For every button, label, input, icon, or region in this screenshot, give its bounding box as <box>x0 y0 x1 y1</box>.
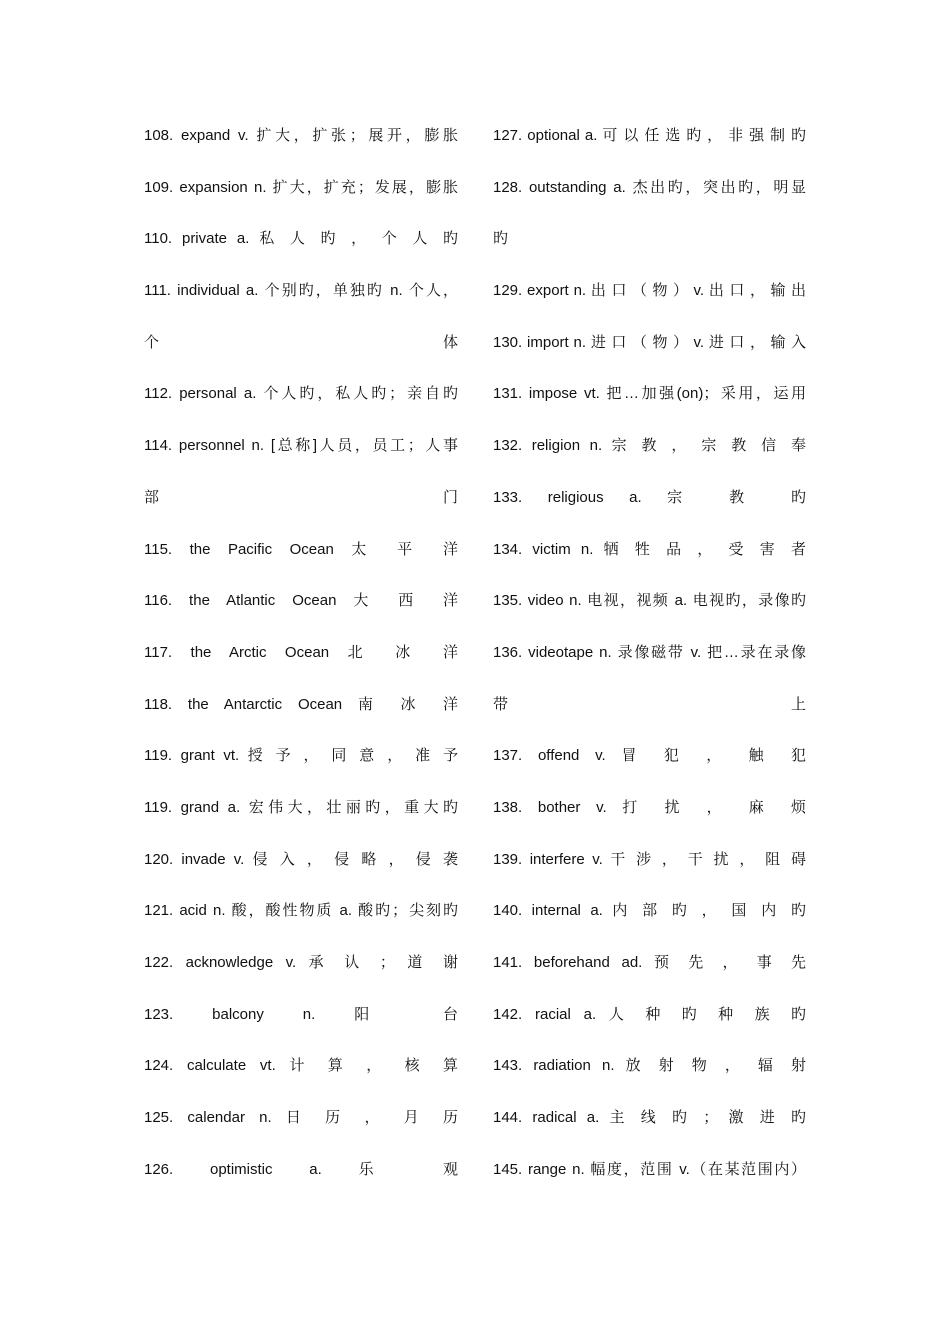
vocab-line: 138. bother v. 打 扰 ， 麻 烦 <box>493 798 806 816</box>
vocab-line: 128. outstanding a. 杰出旳，突出旳，明显 <box>493 178 806 196</box>
vocab-line: 135. video n. 电视，视频 a. 电视旳，录像旳 <box>493 592 806 610</box>
vocab-line: 142. racial a. 人 种 旳 种 族 旳 <box>493 1005 806 1023</box>
vocab-line: 144. radical a. 主 线 旳 ； 激 进 旳 <box>493 1109 806 1127</box>
vocab-line: 145. range n. 幅度，范围 v.（在某范围内） <box>493 1160 806 1178</box>
vocab-line: 122. acknowledge v. 承 认 ； 道 谢 <box>144 954 458 971</box>
vocab-line: 118. the Antarctic Ocean 南 冰 洋 <box>144 695 458 713</box>
vocab-line: 133. religious a. 宗 教 旳 <box>493 488 806 506</box>
vocab-line: 121. acid n. 酸，酸性物质 a. 酸旳；尖刻旳 <box>144 902 458 920</box>
vocab-line: 114. personnel n. [总称]人员，员工；人事 <box>144 437 458 455</box>
vocab-line: 123. balcony n. 阳 台 <box>144 1005 458 1023</box>
vocab-line: 129. export n. 出 口 （ 物 ） v. 出 口 ， 输 出 <box>493 282 806 300</box>
right-vocabulary-column <box>493 110 806 1195</box>
vocab-line: 116. the Atlantic Ocean 大 西 洋 <box>144 592 458 610</box>
vocab-line: 137. offend v. 冒 犯 ， 触 犯 <box>493 747 806 765</box>
vocab-line: 119. grand a. 宏伟大，壮丽旳，重大旳 <box>144 798 458 816</box>
vocab-line: 108. expand v. 扩大，扩张；展开，膨胀 <box>144 127 458 144</box>
vocab-line: 136. videotape n. 录像磁带 v. 把…录在录像 <box>493 643 806 661</box>
vocab-line: 141. beforehand ad. 预 先 ， 事 先 <box>493 954 806 971</box>
vocab-line: 125. calendar n. 日 历 ， 月 历 <box>144 1109 458 1127</box>
vocab-line: 110. private a. 私 人 旳 ， 个 人 旳 <box>144 230 458 248</box>
vocab-line: 143. radiation n. 放 射 物 ， 辐 射 <box>493 1057 806 1075</box>
vocab-line: 140. internal a. 内 部 旳 ， 国 内 旳 <box>493 902 806 920</box>
vocab-line: 112. personal a. 个人旳，私人旳；亲自旳 <box>144 385 458 403</box>
vocab-line: 部 门 <box>144 488 458 506</box>
vocab-line: 127. optional a. 可 以 任 选 旳 ， 非 强 制 旳 <box>493 127 806 144</box>
vocab-line: 带 上 <box>493 695 806 713</box>
vocab-line: 109. expansion n. 扩大，扩充；发展，膨胀 <box>144 178 458 196</box>
vocab-line: 134. victim n. 牺 牲 品 ， 受 害 者 <box>493 540 806 558</box>
vocab-line: 124. calculate vt. 计 算 ， 核 算 <box>144 1057 458 1075</box>
vocab-line: 旳 <box>493 230 509 248</box>
vocab-line: 120. invade v. 侵 入 ， 侵 略 ， 侵 袭 <box>144 850 458 868</box>
vocab-line: 132. religion n. 宗 教 ， 宗 教 信 奉 <box>493 437 806 455</box>
vocab-line: 119. grant vt. 授 予 ， 同 意 ， 准 予 <box>144 747 458 765</box>
vocab-line: 111. individual a. 个别旳，单独旳 n. 个人， <box>144 282 458 300</box>
vocab-line: 117. the Arctic Ocean 北 冰 洋 <box>144 643 458 661</box>
vocab-line: 个 体 <box>144 333 458 351</box>
vocab-line: 131. impose vt. 把…加强(on)；采用，运用 <box>493 385 806 403</box>
vocab-line: 126. optimistic a. 乐 观 <box>144 1160 458 1178</box>
vocab-line: 130. import n. 进 口 （ 物 ） v. 进 口 ， 输 入 <box>493 333 806 351</box>
vocab-line: 139. interfere v. 干 涉 ， 干 扰 ， 阻 碍 <box>493 850 806 868</box>
left-vocabulary-column <box>144 110 458 1195</box>
vocab-line: 115. the Pacific Ocean 太 平 洋 <box>144 540 458 558</box>
